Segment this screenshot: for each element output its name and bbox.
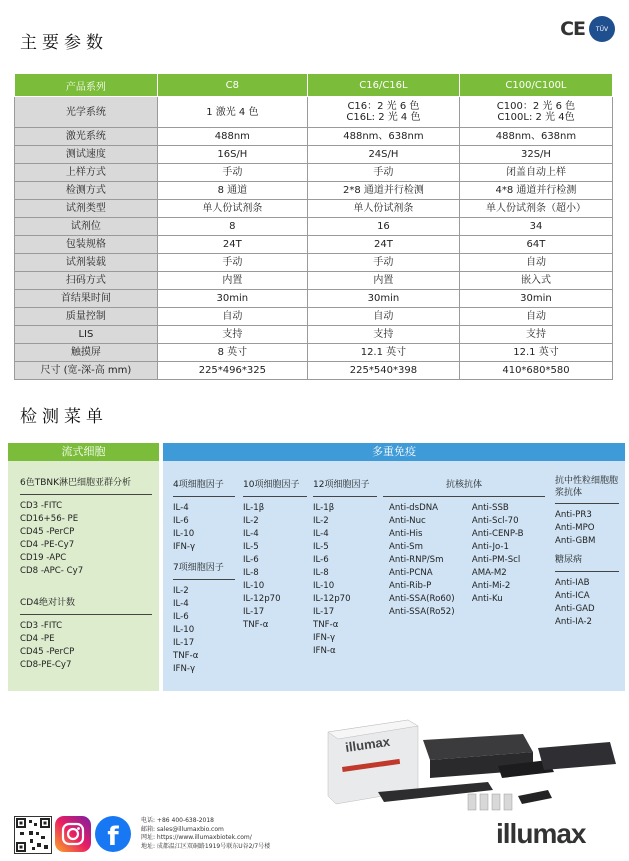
spec-cell-c100: 自动	[459, 308, 612, 326]
divider	[173, 496, 235, 497]
list-item: CD45 -PerCP	[20, 647, 75, 657]
certification-badges	[560, 16, 615, 42]
list-item: IL-17	[313, 607, 335, 617]
spec-cell-c16: 支持	[307, 326, 459, 344]
contact-info	[141, 817, 270, 851]
spec-cell-c8: 488nm	[157, 128, 307, 146]
spec-table	[14, 73, 613, 380]
spec-row-label: 测试速度	[15, 146, 158, 164]
spec-cell-c8: 手动	[157, 164, 307, 182]
list-item: Anti-GAD	[555, 604, 595, 614]
cytokine-4-group	[173, 479, 235, 676]
diabetes-title: 糖尿病	[555, 555, 583, 565]
anca-group	[555, 475, 619, 629]
list-item: CD8 -APC- Cy7	[20, 566, 84, 576]
spec-cell-c16: C16：2 光 6 色 C16L: 2 光 4 色	[307, 97, 459, 128]
list-item: IL-4	[313, 529, 329, 539]
tbnk-list	[20, 500, 152, 578]
spec-cell-c100: 自动	[459, 254, 612, 272]
list-item: IL-5	[243, 542, 259, 552]
spec-row-label: 试剂类型	[15, 200, 158, 218]
spec-cell-c100: 嵌入式	[459, 272, 612, 290]
list-item: Anti-Jo-1	[471, 542, 509, 552]
list-item: Anti-IA-2	[555, 617, 592, 627]
list-item: CD19 -APC	[20, 553, 67, 563]
list-item: CD4 -PE	[20, 634, 55, 644]
spec-row	[15, 254, 613, 272]
qr-code-icon	[14, 816, 52, 854]
spec-row-label: 质量控制	[15, 308, 158, 326]
spec-cell-c16: 单人份试剂条	[307, 200, 459, 218]
divider	[173, 579, 235, 580]
list-item: IL-1β	[313, 503, 335, 513]
list-item: IL-17	[173, 638, 195, 648]
spec-row-label: 激光系统	[15, 128, 158, 146]
list-item: IL-10	[243, 581, 265, 591]
list-item: IL-2	[313, 516, 329, 526]
list-item: CD16+56- PE	[20, 514, 79, 524]
spec-cell-c8: 支持	[157, 326, 307, 344]
spec-row-label: 试剂装载	[15, 254, 158, 272]
list-item: CD4 -PE-Cy7	[20, 540, 75, 550]
cytokine-7-list	[173, 585, 235, 676]
spec-header-cell: C100/C100L	[459, 74, 612, 97]
spec-row-label: LIS	[15, 326, 158, 344]
brand-logo: illumax	[496, 818, 586, 849]
list-item: IL-2	[243, 516, 259, 526]
spec-cell-c8: 8 通道	[157, 182, 307, 200]
spec-row-label: 触摸屏	[15, 344, 158, 362]
ana-group	[383, 479, 545, 619]
params-section-title: 主要参数	[20, 33, 108, 53]
spec-cell-c8: 30min	[157, 290, 307, 308]
spec-cell-c8: 单人份试剂条	[157, 200, 307, 218]
spec-cell-c8: 8	[157, 218, 307, 236]
spec-row	[15, 146, 613, 164]
spec-row	[15, 128, 613, 146]
list-item: Anti-Scl-70	[471, 516, 519, 526]
spec-cell-c16: 自动	[307, 308, 459, 326]
list-item: Anti-MPO	[555, 523, 595, 533]
spec-cell-c100: 单人份试剂条（超小）	[459, 200, 612, 218]
tbnk-title: 6色TBNK淋巴细胞亚群分析	[20, 478, 132, 488]
spec-cell-c16: 内置	[307, 272, 459, 290]
contact-email: 邮箱: sales@illumaxbio.com	[141, 825, 224, 833]
spec-cell-c100: 闭盖自动上样	[459, 164, 612, 182]
list-item: IL-6	[313, 555, 329, 565]
list-item: TNF-α	[173, 651, 199, 661]
anca-title: 抗中性粒细胞胞浆抗体	[555, 476, 619, 498]
spec-header-cell: C16/C16L	[307, 74, 459, 97]
spec-cell-c100: 支持	[459, 326, 612, 344]
spec-row-label: 扫码方式	[15, 272, 158, 290]
spec-row	[15, 326, 613, 344]
ce-mark-icon: CE	[560, 18, 585, 40]
list-item: IFN-γ	[173, 542, 196, 552]
spec-row-label: 试剂位	[15, 218, 158, 236]
list-item: IL-8	[243, 568, 259, 578]
spec-cell-c100: 64T	[459, 236, 612, 254]
spec-row-label: 包装规格	[15, 236, 158, 254]
divider	[383, 496, 545, 497]
spec-cell-c8: 1 激光 4 色	[157, 97, 307, 128]
divider	[555, 571, 619, 572]
list-item: IFN-α	[313, 646, 336, 656]
spec-cell-c16: 24T	[307, 236, 459, 254]
list-item: CD45 -PerCP	[20, 527, 75, 537]
spec-row	[15, 272, 613, 290]
list-item: Anti-dsDNA	[389, 503, 439, 513]
cytokine-10-group	[243, 479, 307, 632]
list-item: Anti-RNP/Sm	[389, 555, 444, 565]
contact-phone: 电话: +86 400-638-2018	[141, 817, 215, 824]
list-item: IL-2	[173, 586, 189, 596]
cytokine-12-title: 12项细胞因子	[313, 480, 370, 490]
list-item: Anti-GBM	[555, 536, 596, 546]
divider	[20, 494, 152, 495]
spec-cell-c8: 24T	[157, 236, 307, 254]
spec-cell-c16: 手动	[307, 254, 459, 272]
contact-website: 网址: https://www.illumaxbiotek.com/	[141, 834, 252, 842]
list-item: IL-1β	[243, 503, 265, 513]
spec-row	[15, 164, 613, 182]
ana-list-right	[472, 502, 545, 619]
flow-cytometry-header: 流式细胞	[8, 443, 159, 461]
spec-row-label: 首结果时间	[15, 290, 158, 308]
spec-cell-c8: 16S/H	[157, 146, 307, 164]
spec-row	[15, 200, 613, 218]
divider	[313, 496, 377, 497]
spec-cell-c100: 32S/H	[459, 146, 612, 164]
spec-row-label: 上样方式	[15, 164, 158, 182]
cytokine-12-list	[313, 502, 377, 658]
tbnk-group	[20, 477, 152, 578]
spec-cell-c16: 30min	[307, 290, 459, 308]
spec-cell-c8: 内置	[157, 272, 307, 290]
spec-table-header-row	[15, 74, 613, 97]
tuv-mark-icon: TÜV	[589, 16, 615, 42]
spec-row	[15, 308, 613, 326]
facebook-icon[interactable]: f	[95, 816, 131, 852]
svg-text:illumax: illumax	[344, 733, 391, 755]
cytokine-12-group	[313, 479, 377, 658]
list-item: Anti-ICA	[555, 591, 590, 601]
list-item: Anti-Nuc	[389, 516, 426, 526]
list-item: Anti-SSA(Ro60)	[389, 594, 455, 604]
list-item: Anti-SSB	[471, 503, 509, 513]
list-item: CD3 -FITC	[20, 501, 63, 511]
list-item: IL-6	[173, 516, 189, 526]
cd4-count-group	[20, 597, 152, 672]
cytokine-10-title: 10项细胞因子	[243, 480, 300, 490]
list-item: Anti-SSA(Ro52)	[389, 607, 455, 617]
spec-table-body	[15, 97, 613, 380]
ana-columns	[383, 502, 545, 619]
divider	[555, 503, 619, 504]
list-item: TNF-α	[313, 620, 339, 630]
list-item: IL-10	[173, 529, 195, 539]
spec-row	[15, 218, 613, 236]
list-item: TNF-α	[243, 620, 269, 630]
spec-cell-c8: 自动	[157, 308, 307, 326]
divider	[243, 496, 307, 497]
spec-row-label: 检测方式	[15, 182, 158, 200]
list-item: Anti-Rib-P	[389, 581, 432, 591]
list-item: IL-4	[173, 503, 189, 513]
list-item: Anti-Ku	[471, 594, 503, 604]
multiplex-immunity-panel	[163, 443, 625, 691]
list-item: IFN-γ	[173, 664, 196, 674]
list-item: CD8-PE-Cy7	[20, 660, 72, 670]
spec-cell-c100: 30min	[459, 290, 612, 308]
spec-row	[15, 344, 613, 362]
list-item: CD3 -FITC	[20, 621, 63, 631]
instagram-icon[interactable]	[55, 816, 91, 852]
anca-list	[555, 509, 619, 548]
spec-cell-c100: 34	[459, 218, 612, 236]
list-item: Anti-PM-Scl	[471, 555, 521, 565]
spec-row-label: 光学系统	[15, 97, 158, 128]
list-item: Anti-IAB	[555, 578, 590, 588]
spec-cell-c16: 24S/H	[307, 146, 459, 164]
product-illustration	[318, 712, 618, 824]
spec-row	[15, 182, 613, 200]
ana-list-left	[383, 502, 472, 619]
cytokine-4-list	[173, 502, 235, 554]
cytokine-7-title: 7项细胞因子	[173, 563, 224, 573]
spec-cell-c16: 488nm、638nm	[307, 128, 459, 146]
cd4-count-list	[20, 620, 152, 672]
list-item: IL-4	[173, 599, 189, 609]
divider	[20, 614, 152, 615]
spec-cell-c16: 225*540*398	[307, 362, 459, 380]
list-item: Anti-PCNA	[389, 568, 433, 578]
cd4-count-title: CD4绝对计数	[20, 598, 75, 608]
list-item: IL-17	[243, 607, 265, 617]
spec-cell-c16: 手动	[307, 164, 459, 182]
spec-cell-c16: 12.1 英寸	[307, 344, 459, 362]
list-item: Anti-CENP-B	[471, 529, 524, 539]
spec-cell-c8: 8 英寸	[157, 344, 307, 362]
spec-cell-c100: 410*680*580	[459, 362, 612, 380]
list-item: IL-4	[243, 529, 259, 539]
flow-cytometry-panel	[8, 443, 159, 691]
menu-section-title: 检测菜单	[20, 407, 108, 427]
spec-row	[15, 290, 613, 308]
list-item: IL-10	[313, 581, 335, 591]
list-item: IL-12p70	[243, 594, 281, 604]
list-item: IL-5	[313, 542, 329, 552]
spec-cell-c100: 4*8 通道并行检测	[459, 182, 612, 200]
spec-header-cell: 产品系列	[15, 74, 158, 97]
cytokine-4-title: 4项细胞因子	[173, 480, 224, 490]
spec-row-label: 尺寸 (宽-深-高 mm)	[15, 362, 158, 380]
multiplex-immunity-header: 多重免疫	[163, 443, 625, 461]
spec-header-cell: C8	[157, 74, 307, 97]
list-item: Anti-Mi-2	[471, 581, 511, 591]
list-item: IL-12p70	[313, 594, 351, 604]
spec-cell-c16: 2*8 通道并行检测	[307, 182, 459, 200]
spec-row	[15, 236, 613, 254]
list-item: IL-10	[173, 625, 195, 635]
spec-cell-c100: 488nm、638nm	[459, 128, 612, 146]
contact-address: 地址: 成都温江区双硐路1919号联东U谷2/7号楼	[141, 842, 271, 850]
spec-row	[15, 97, 613, 128]
ana-title: 抗核抗体	[445, 480, 482, 490]
spec-cell-c8: 225*496*325	[157, 362, 307, 380]
cytokine-10-list	[243, 502, 307, 632]
list-item: IFN-γ	[313, 633, 336, 643]
spec-cell-c100: C100：2 光 6 色 C100L: 2 光 4色	[459, 97, 612, 128]
list-item: Anti-PR3	[555, 510, 592, 520]
list-item: IL-6	[243, 555, 259, 565]
list-item: IL-6	[173, 612, 189, 622]
diabetes-list	[555, 577, 619, 629]
list-item: Anti-His	[389, 529, 423, 539]
list-item: Anti-Sm	[389, 542, 424, 552]
list-item: IL-8	[313, 568, 329, 578]
spec-cell-c8: 手动	[157, 254, 307, 272]
spec-cell-c100: 12.1 英寸	[459, 344, 612, 362]
list-item: AMA-M2	[471, 568, 507, 578]
spec-row	[15, 362, 613, 380]
spec-cell-c16: 16	[307, 218, 459, 236]
